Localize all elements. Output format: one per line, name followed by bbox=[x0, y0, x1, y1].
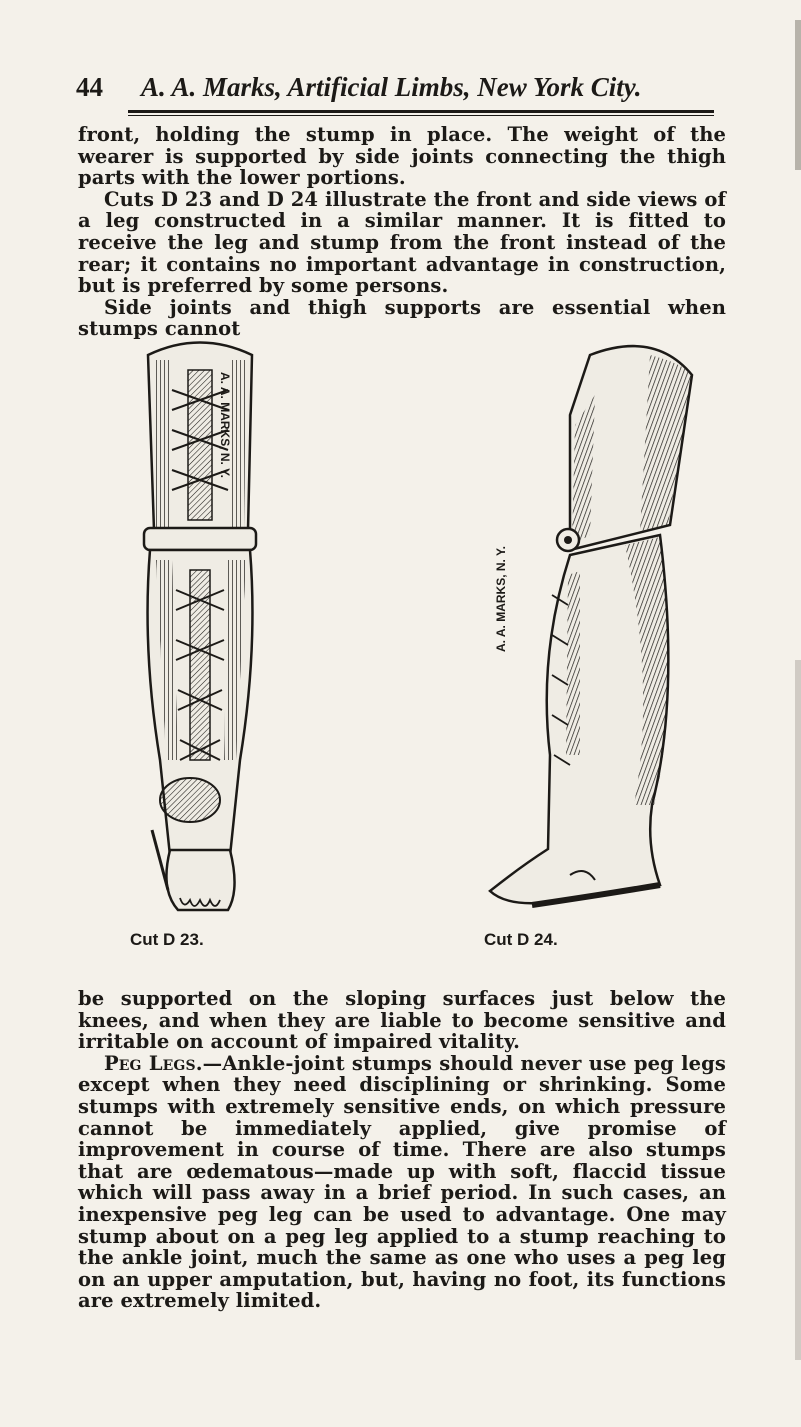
figure-cut-d24 bbox=[420, 335, 720, 925]
page-number: 44 bbox=[76, 72, 103, 102]
header-rule bbox=[128, 110, 714, 113]
running-title: A. A. Marks, Artificial Limbs, New York City. bbox=[141, 72, 642, 102]
running-header bbox=[76, 72, 716, 103]
paragraph: be supported on the sloping surfaces just below the knees, and when they are liable to become sensitive and irritable on account of impaired vitality. bbox=[78, 987, 726, 1054]
figure-d23-stamp: A. A. MARKS, N. Y. bbox=[218, 372, 232, 479]
page-edge bbox=[795, 20, 801, 170]
paragraph-peg-legs: Peg Legs.—Ankle-joint stumps should never use peg legs except when they need disciplining or shrinking. Some stumps with extremely sensitive ends, on which pressure cannot be immediately applied, give promise of improvement in course of time. There are also stumps that are œdematous—made up with soft, flaccid tissue which will pass away in a brief period. In such cases, an inexpensive peg leg can be used to advantage. One may stump about on a peg leg applied to a stump reaching to the ankle joint, much the same as one who uses a peg leg on an upper amputation, but, having no foot, its functions are extremely limited. bbox=[78, 1051, 726, 1313]
text-block-bottom bbox=[78, 988, 726, 1312]
figure-cut-d23 bbox=[120, 330, 280, 930]
paragraph: Side joints and thigh supports are essential when stumps cannot bbox=[78, 295, 726, 341]
text-block-top bbox=[78, 124, 726, 340]
section-lead: Peg Legs. bbox=[104, 1051, 203, 1075]
figure-d24-stamp: A. A. MARKS, N. Y. bbox=[494, 545, 508, 652]
header-rule-thin bbox=[128, 115, 714, 116]
figure-d24-caption: Cut D 24. bbox=[484, 930, 558, 949]
figure-d23-caption: Cut D 23. bbox=[130, 930, 204, 949]
paragraph: Cuts D 23 and D 24 illustrate the front and side views of a leg constructed in a similar manner. It is fitted to receive the leg and stump from the front instead of the rear; it contains no important advantage in construction, but is preferred by some persons. bbox=[78, 187, 726, 298]
page-edge bbox=[795, 660, 801, 1360]
paragraph: front, holding the stump in place. The weight of the wearer is supported by side joints connecting the thigh parts with the lower portions. bbox=[78, 123, 726, 190]
